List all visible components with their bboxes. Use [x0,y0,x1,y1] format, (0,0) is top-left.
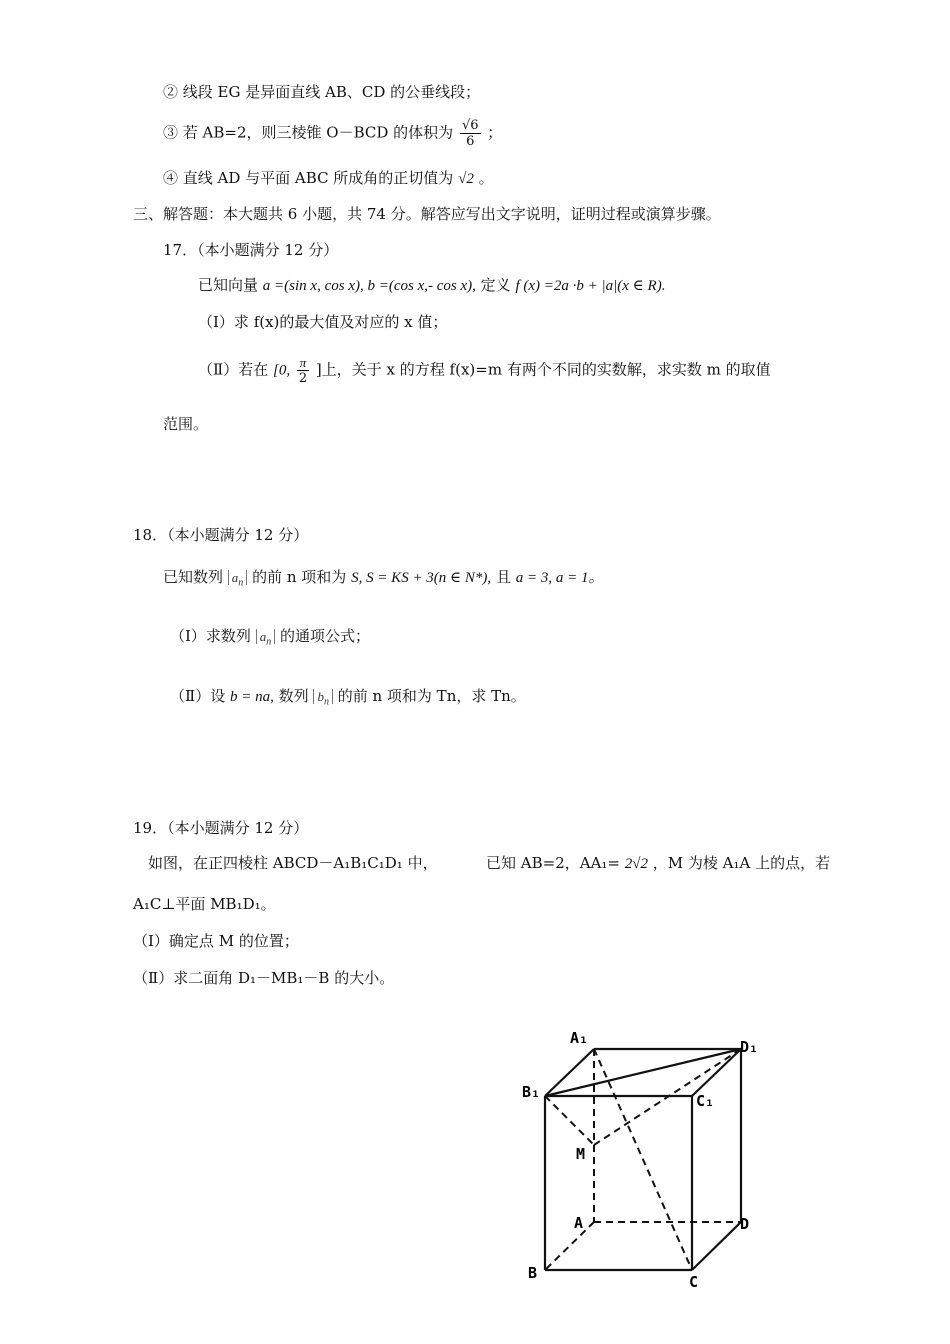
label-a: A [574,1214,584,1232]
volume-fraction: $\frac{√6}{6}$ [461,118,479,149]
edge-b1-d1 [545,1049,741,1096]
q19-stem-c: A₁C⊥平面 MB₁D₁。 [133,895,276,913]
section-heading: 三、解答题：本大题共 6 小题，共 74 分。解答应写出文字说明，证明过程或演算步骤。 [133,205,721,223]
label-b1: B₁ [522,1083,541,1101]
label-b: B [528,1264,538,1282]
q19-part2: （Ⅱ）求二面角 D₁－MB₁－B 的大小。 [133,969,395,987]
edge-c-d [692,1222,741,1270]
hidden-segment-b1-m [545,1096,594,1145]
q18-title: 18．（本小题满分 12 分） [133,526,309,544]
q19-stem-b: 已知 AB=2，AA₁= 2√2 ，M 为棱 A₁A 上的点，若 [486,854,831,872]
q17-title: 17．（本小题满分 12 分） [163,241,339,259]
statement-4: ④ 直线 AD 与平面 ABC 所成角的正切值为 √2 。 [163,169,494,187]
sequence-a-notation: $a_n$ [256,629,276,644]
label-a1: A₁ [570,1029,589,1047]
hidden-diagonal-a1-c [594,1049,692,1270]
label-d: D [740,1215,750,1233]
label-c: C [689,1273,699,1291]
q17-part2: （Ⅱ）若在 [0, $\frac{\pi}{2}$ ]上，关于 x 的方程 f(x)=m 有两个不同的实数解，求实数 m 的取值 [198,355,771,386]
sequence-a-notation: $a_n$ [228,570,248,585]
q19-title: 19．（本小题满分 12 分） [133,819,309,837]
statement-2: ② 线段 EG 是异面直线 AB、CD 的公垂线段； [163,83,481,101]
hidden-segment-m-d1 [594,1049,741,1145]
label-m: M [576,1145,586,1163]
sequence-b-notation: $b_n$ [313,689,333,704]
q17-stem: 已知向量 a =(sin x, cos x), b =(cos x,- cos x), 定义 f (x) =2a ·b + |a|(x ∈ R). [198,276,666,294]
q18-stem: 已知数列 $a_n$ 的前 n 项和为 S, S = KS + 3(n ∈ N*), 且 a = 3, a = 1。 [163,568,604,589]
q19-stem-a: 如图，在正四棱柱 ABCD－A₁B₁C₁D₁ 中， [148,854,438,872]
q17-part2-continuation: 范围。 [163,415,209,433]
label-c1: C₁ [696,1092,715,1110]
q18-part2: （Ⅱ）设 b = na, 数列 $b_n$ 的前 n 项和为 Tn，求 Tn。 [170,687,526,708]
q18-part1: （Ⅰ）求数列 $a_n$ 的通项公式； [170,627,371,648]
edge-c1-d1 [692,1049,741,1096]
label-d1: D₁ [740,1038,759,1056]
statement-3: ③ 若 AB=2，则三棱锥 O－BCD 的体积为 $\frac{√6}{6}$ ； [163,118,503,149]
q19-part1: （Ⅰ）确定点 M 的位置； [133,932,299,950]
hidden-edge-a-b [545,1222,594,1270]
q17-part1: （Ⅰ）求 f(x)的最大值及对应的 x 值； [198,313,448,331]
edge-a1-b1 [545,1049,594,1096]
pi-over-2-fraction: $\frac{\pi}{2}$ [298,355,308,386]
